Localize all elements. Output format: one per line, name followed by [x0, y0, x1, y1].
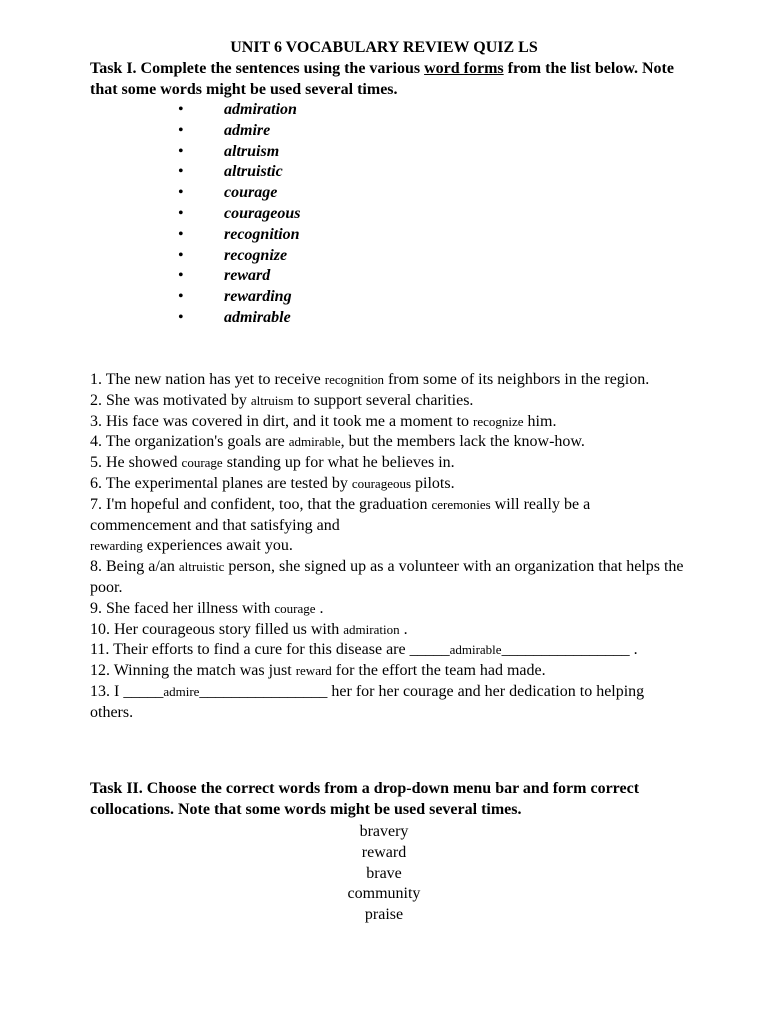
task1-instruction-suffix: from the list below. Note that some words might be used several times. — [90, 60, 674, 98]
sentence-text-after: ________________ her for her courage and her dedication to helping others. — [90, 682, 645, 721]
sentence-answer[interactable]: courage — [181, 455, 223, 471]
sentence-answer[interactable]: admire — [163, 683, 200, 699]
sentence-item — [90, 432, 690, 453]
word-list-word: rewarding — [224, 288, 292, 306]
bullet-icon: • — [178, 204, 184, 222]
sentence-answer[interactable]: altruistic — [178, 559, 225, 575]
sentence-answer[interactable]: altruism — [250, 392, 294, 408]
sentence-text-after: will really be a commencement and that satisfying and — [90, 495, 591, 534]
sentence-text-after: , but the members lack the know-how. — [340, 433, 585, 451]
sentence-item — [90, 370, 690, 391]
sentence-text-before: 1. The new nation has yet to receive — [90, 371, 325, 388]
word-list-word: reward — [224, 267, 271, 285]
bullet-icon: • — [178, 184, 184, 202]
sentence-answer[interactable]: admirable — [449, 642, 502, 658]
sentence-text-before: 6. The experimental planes are tested by — [90, 474, 352, 492]
task2-instruction: Task II. Choose the correct words from a drop-down menu bar and form correct collocations. Note that some words might be used several times. — [90, 780, 640, 818]
sentence-answer[interactable]: reward — [295, 663, 332, 679]
bullet-icon: • — [178, 288, 184, 306]
sentence-text-before: 7. I'm hopeful and confident, too, that the graduation — [90, 495, 432, 513]
bullet-icon: • — [178, 246, 184, 264]
sentence-item — [90, 495, 690, 537]
sentence-text-after: person, she signed up as a volunteer with an organization that helps the poor. — [90, 558, 684, 596]
sentence-text-after: pilots. — [411, 474, 455, 492]
sentence-text-before: 3. His face was covered in dirt, and it took me a moment to — [90, 412, 474, 430]
bullet-icon: • — [178, 308, 184, 326]
sentence-text-after: for the effort the team had made. — [331, 662, 546, 680]
sentence-text-before: 5. He showed — [90, 454, 182, 472]
sentence-item — [90, 682, 690, 724]
sentence-text-before: 8. Being a/an — [90, 558, 179, 576]
sentence-list — [90, 370, 690, 724]
bullet-icon: • — [178, 225, 184, 243]
sentence-item — [90, 412, 690, 433]
sentence-item — [90, 640, 690, 661]
task1-instruction — [90, 59, 690, 100]
task1-instruction-underlined: word forms — [424, 60, 504, 77]
sentence-answer[interactable]: admirable — [288, 434, 341, 450]
sentence-answer[interactable]: courageous — [351, 475, 412, 491]
bullet-icon: • — [178, 267, 184, 285]
sentence-item — [90, 391, 690, 412]
sentence-text-after: him. — [523, 412, 557, 430]
sentence-item — [90, 557, 690, 599]
word-list-word: admiration — [224, 101, 297, 118]
sentence-answer[interactable]: recognition — [324, 372, 384, 387]
dropdown-option[interactable]: bravery — [359, 823, 409, 840]
bullet-icon: • — [178, 163, 184, 181]
word-list-word: altruistic — [224, 163, 283, 181]
word-list-word: courage — [224, 184, 278, 202]
sentence-answer[interactable]: recognize — [473, 413, 524, 429]
sentence-text-before: 10. Her courageous story filled us with — [90, 620, 344, 638]
dropdown-option[interactable]: brave — [366, 864, 402, 882]
task2-option-list — [0, 822, 768, 926]
sentence-text-before: 4. The organization's goals are — [90, 433, 289, 451]
sentence-text-before: 12. Winning the match was just — [90, 662, 296, 680]
sentence-text-after: . — [315, 599, 324, 617]
sentence-answer[interactable]: rewarding — [90, 538, 143, 554]
sentence-text-after: . — [399, 620, 408, 638]
dropdown-option[interactable]: reward — [361, 843, 407, 861]
word-list-word: altruism — [224, 142, 280, 160]
word-list-word: recognize — [224, 246, 288, 264]
task1-instruction-prefix: Task I. Complete the sentences using the various — [90, 60, 425, 77]
sentence-item — [90, 599, 690, 620]
sentence-item — [90, 661, 690, 682]
sentence-text-after: standing up for what he believes in. — [222, 454, 455, 472]
sentence-text-before: 11. Their efforts to find a cure for this disease are _____ — [90, 641, 450, 659]
sentence-text-after: to support several charities. — [293, 391, 474, 409]
sentence-text-before: 2. She was motivated by — [90, 391, 251, 409]
sentence-answer[interactable]: ceremonies — [431, 496, 491, 512]
word-list-word: courageous — [224, 204, 301, 222]
sentence-text-after: ________________ . — [501, 641, 638, 659]
bullet-icon: • — [178, 101, 184, 118]
sentence-item — [90, 536, 690, 557]
word-list-word: admirable — [224, 308, 291, 326]
sentence-answer[interactable]: admiration — [343, 621, 400, 637]
dropdown-option[interactable]: praise — [364, 906, 404, 924]
dropdown-option[interactable]: community — [347, 885, 421, 903]
sentence-answer[interactable]: courage — [274, 600, 316, 616]
sentence-item — [90, 620, 690, 641]
sentence-text-before: 13. I _____ — [90, 682, 164, 700]
word-list-word: recognition — [224, 225, 300, 243]
sentence-text-after: experiences await you. — [142, 537, 293, 555]
bullet-icon: • — [178, 142, 184, 160]
sentence-item — [90, 453, 690, 474]
page-title: UNIT 6 VOCABULARY REVIEW QUIZ LS — [230, 39, 538, 56]
sentence-text-before: 9. She faced her illness with — [90, 599, 275, 617]
bullet-icon: • — [178, 121, 184, 139]
sentence-text-after: from some of its neighbors in the region. — [383, 371, 650, 388]
sentence-item — [90, 474, 690, 495]
word-list-word: admire — [224, 121, 271, 139]
